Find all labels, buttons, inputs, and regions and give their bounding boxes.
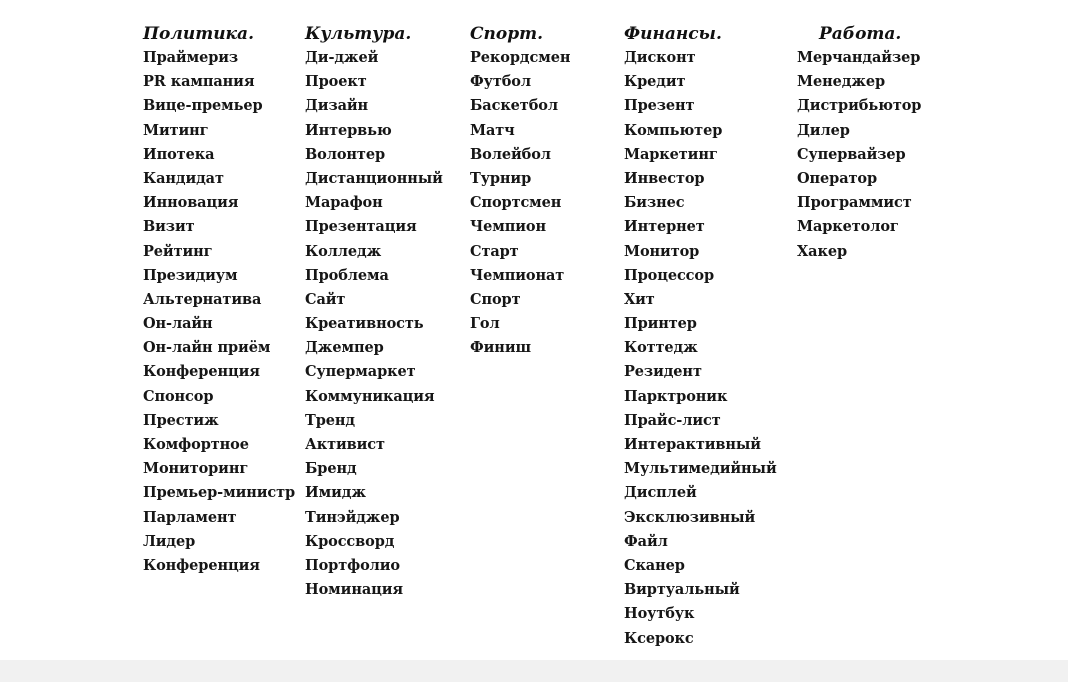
column-header: Культура. [305, 24, 412, 44]
list-item: Ипотека [143, 145, 215, 163]
column-finance [624, 22, 777, 651]
list-item: PR кампания [143, 73, 255, 91]
list-item: Бизнес [624, 194, 685, 212]
list-item: Мерчандайзер [797, 49, 921, 66]
list-item: Коммуникация [305, 387, 435, 405]
list-item: Мониторинг [143, 460, 249, 478]
list-item: Ди-джей [305, 49, 379, 66]
list-item: Волонтер [305, 145, 385, 163]
list-item: Креативность [305, 315, 424, 333]
word-list [797, 46, 921, 264]
list-item: Интернет [624, 218, 705, 236]
list-item: Портфолио [305, 556, 400, 574]
list-item: Дисплей [624, 484, 697, 502]
list-item: Виртуальный [624, 581, 740, 599]
list-item: Презент [624, 97, 695, 115]
list-item: Рейтинг [143, 242, 213, 260]
list-item: Престиж [143, 411, 219, 429]
list-item: Альтернатива [143, 290, 262, 308]
list-item: Комфортное [143, 436, 249, 453]
list-item: Имидж [305, 484, 366, 502]
list-item: Он-лайн приём [143, 339, 271, 357]
list-item: Маркетинг [624, 145, 718, 163]
list-item: Резидент [624, 363, 702, 381]
column-header: Спорт. [470, 24, 544, 44]
list-item: Премьер-министр [143, 484, 296, 502]
list-item: Ксерокс [624, 629, 694, 647]
list-item: Джемпер [305, 339, 384, 357]
list-item: Дилер [797, 121, 850, 139]
list-item: Проект [305, 73, 367, 91]
column-politics [143, 22, 295, 578]
column-culture [305, 22, 443, 602]
list-item: Программист [797, 194, 912, 212]
list-item: Праймериз [143, 49, 239, 66]
list-item: Маркетолог [797, 218, 899, 236]
list-item: Тренд [305, 411, 355, 429]
list-item: Лидер [143, 532, 196, 550]
list-item: Прайс-лист [624, 411, 721, 429]
list-item: Вице-премьер [143, 97, 263, 115]
list-item: Сканер [624, 556, 685, 574]
list-item: Коттедж [624, 339, 698, 357]
list-item: Оператор [797, 169, 877, 187]
list-item: Визит [143, 218, 195, 236]
list-item: Инвестор [624, 169, 705, 187]
list-item: Супервайзер [797, 145, 906, 163]
list-item: Спорт [470, 290, 521, 308]
list-item: Принтер [624, 315, 697, 333]
list-item: Инновация [143, 194, 239, 212]
list-item: Тинэйджер [305, 508, 400, 526]
list-item: Процессор [624, 266, 715, 284]
list-item: Чемпион [470, 218, 547, 236]
word-list [470, 46, 570, 360]
list-item: Рекордсмен [470, 49, 571, 66]
column-header: Работа. [819, 24, 902, 44]
list-item: Проблема [305, 266, 389, 284]
list-item: Кредит [624, 73, 686, 91]
list-item: Чемпионат [470, 266, 565, 284]
list-item: Гол [470, 315, 500, 333]
list-item: Митинг [143, 121, 209, 139]
list-item: Файл [624, 532, 668, 550]
list-item: Дистрибьютор [797, 97, 922, 115]
list-item: Ноутбук [624, 605, 695, 623]
list-item: Компьютер [624, 121, 723, 139]
list-item: Финиш [470, 339, 531, 357]
list-item: Активист [305, 436, 385, 453]
list-item: Супермаркет [305, 363, 416, 381]
column-header: Политика. [143, 24, 254, 44]
list-item: Монитор [624, 242, 700, 260]
list-item: Матч [470, 121, 515, 139]
column-header: Финансы. [624, 24, 722, 44]
list-item: Номинация [305, 581, 404, 599]
list-item: Парктроник [624, 387, 728, 405]
list-item: Интерактивный [624, 436, 761, 453]
list-item: Дизайн [305, 97, 369, 115]
list-item: Дистанционный [305, 169, 443, 187]
list-item: Он-лайн [143, 315, 213, 333]
list-item: Марафон [305, 194, 383, 212]
column-work [797, 22, 921, 264]
list-item: Кандидат [143, 169, 224, 187]
list-item: Менеджер [797, 73, 885, 91]
list-item: Спонсор [143, 387, 214, 405]
list-item: Интервью [305, 121, 392, 139]
list-item: Бренд [305, 460, 357, 478]
list-item: Парламент [143, 508, 237, 526]
word-list [305, 46, 443, 602]
list-item: Дисконт [624, 49, 696, 66]
list-item: Эксклюзивный [624, 508, 756, 526]
column-sport [470, 22, 570, 360]
list-item: Хакер [797, 242, 847, 260]
list-item: Сайт [305, 290, 346, 308]
list-item: Турнир [470, 169, 532, 187]
list-item: Мультимедийный [624, 460, 777, 478]
list-item: Баскетбол [470, 97, 558, 115]
word-list [143, 46, 295, 578]
list-item: Спортсмен [470, 194, 562, 212]
list-item: Футбол [470, 73, 531, 91]
list-item: Волейбол [470, 145, 551, 163]
list-item: Президиум [143, 266, 238, 284]
list-item: Конференция [143, 556, 260, 574]
list-item: Конференция [143, 363, 260, 381]
list-item: Кроссворд [305, 532, 395, 550]
list-item: Хит [624, 290, 655, 308]
list-item: Колледж [305, 242, 382, 260]
word-list [624, 46, 777, 651]
list-item: Презентация [305, 218, 417, 236]
list-item: Старт [470, 242, 519, 260]
